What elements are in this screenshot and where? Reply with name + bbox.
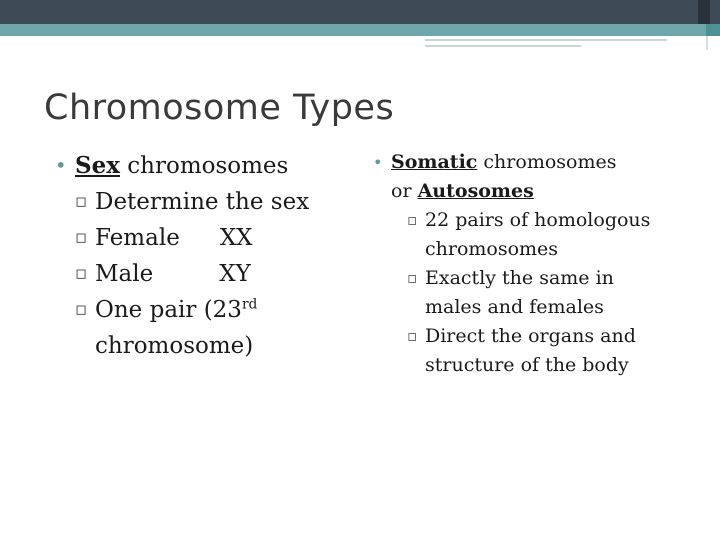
square-bullet-icon: ▫ xyxy=(407,211,418,229)
right-sub-text: Exactly the same in xyxy=(425,267,614,289)
left-column xyxy=(55,148,355,364)
left-sub-value: XY xyxy=(219,261,251,287)
autosomes-prefix: or xyxy=(391,180,418,202)
sex-keyword: Sex xyxy=(75,152,120,179)
decorative-line-long xyxy=(425,39,667,41)
left-sub-label: Female xyxy=(95,225,180,251)
right-sub-continuation: structure of the body xyxy=(425,354,629,376)
square-bullet-icon: ▫ xyxy=(75,299,88,320)
right-sub-continuation: chromosomes xyxy=(425,238,559,260)
decorative-line-short xyxy=(425,45,581,47)
square-bullet-icon: ▫ xyxy=(407,327,418,345)
right-sub-text: Direct the organs and xyxy=(425,325,636,347)
sex-bullet-rest: chromosomes xyxy=(119,153,289,179)
ordinal-suffix: rd xyxy=(241,296,258,313)
bullet-dot-icon: • xyxy=(55,154,67,177)
left-sub-value: XX xyxy=(219,225,253,251)
autosomes-keyword: Autosomes xyxy=(417,180,534,202)
square-bullet-icon: ▫ xyxy=(407,269,418,287)
left-sub-text: One pair (23 xyxy=(95,297,242,323)
header-teal-accent xyxy=(706,24,720,36)
right-sub-item xyxy=(373,206,703,235)
right-sub-item xyxy=(373,322,703,351)
header-teal-band xyxy=(0,24,720,36)
slide-title: Chromosome Types xyxy=(44,88,395,128)
decorative-vertical-line xyxy=(706,36,708,50)
left-sub-continuation: chromosome) xyxy=(95,333,254,359)
square-bullet-icon: ▫ xyxy=(75,227,88,248)
somatic-bullet-rest: chromosomes xyxy=(477,151,617,173)
right-sub-continuation: males and females xyxy=(425,296,604,318)
left-sub-label: Male xyxy=(95,261,154,287)
right-column xyxy=(373,148,703,380)
left-sub-item xyxy=(55,256,355,292)
left-main-bullet xyxy=(55,148,355,184)
left-sub-item xyxy=(55,220,355,256)
header-dark-square xyxy=(698,0,710,24)
right-sub-text: 22 pairs of homologous xyxy=(425,209,651,231)
left-sub-item xyxy=(55,292,355,328)
left-sub-text: Determine the sex xyxy=(95,189,310,215)
right-main-bullet-line2 xyxy=(373,177,703,206)
header-dark-band xyxy=(0,0,720,24)
somatic-keyword: Somatic xyxy=(391,151,478,173)
square-bullet-icon: ▫ xyxy=(75,191,88,212)
bullet-dot-icon: • xyxy=(373,153,383,172)
square-bullet-icon: ▫ xyxy=(75,263,88,284)
left-sub-item xyxy=(55,184,355,220)
right-main-bullet xyxy=(373,148,703,177)
right-sub-item xyxy=(373,264,703,293)
